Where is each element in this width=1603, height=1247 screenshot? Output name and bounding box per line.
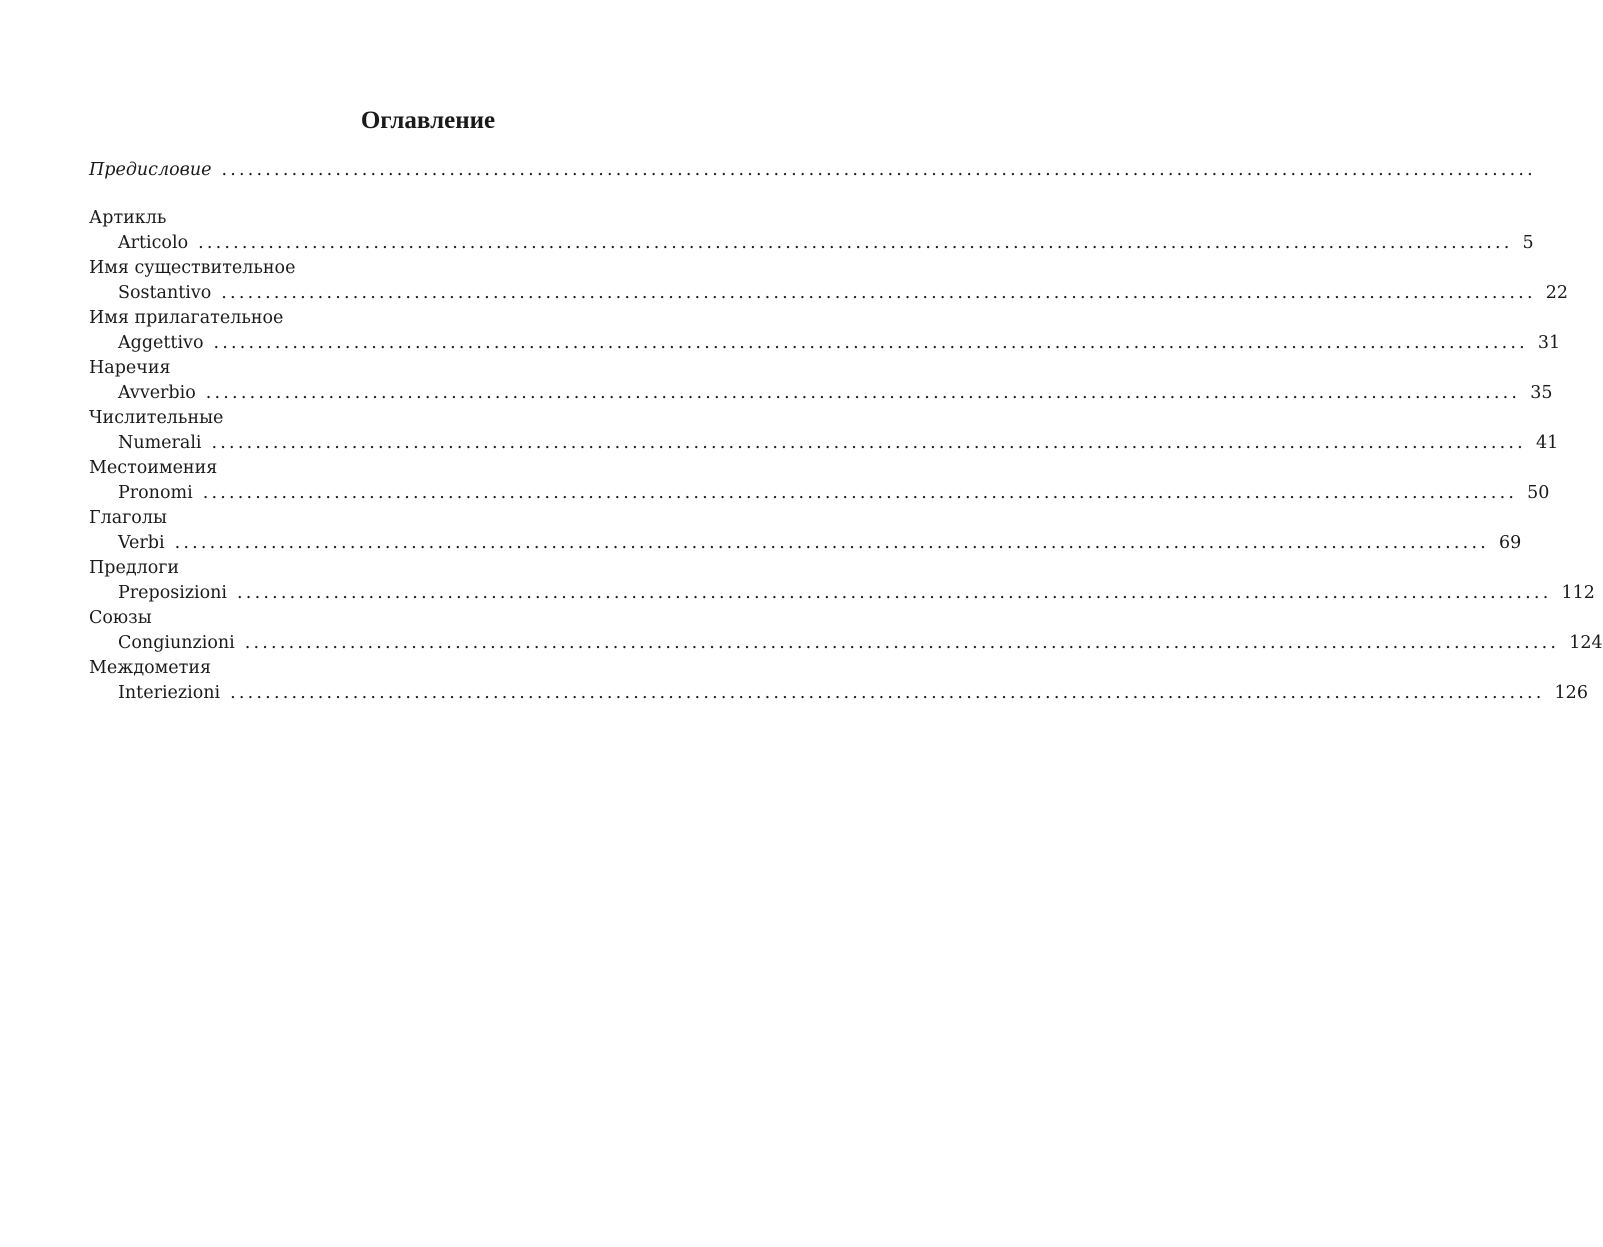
chapter-title-it: Interiezioni — [118, 683, 221, 703]
toc-entry — [89, 681, 1588, 706]
page-number: 126 — [1554, 683, 1588, 703]
page-number: 22 — [1545, 283, 1568, 303]
page-number: 112 — [1561, 583, 1595, 603]
toc-entry-preface — [89, 155, 1536, 185]
leader-dots: ...................................................................................................................................................... — [237, 583, 1552, 603]
page-number: 5 — [1522, 233, 1534, 253]
chapter-title-it: Pronomi — [118, 483, 193, 503]
toc-chapter — [89, 306, 1561, 356]
chapter-title-ru: Местоимения — [89, 458, 218, 478]
toc-chapter — [89, 356, 1553, 406]
chapter-title-ru: Глаголы — [89, 508, 167, 528]
toc-entry — [89, 631, 1603, 656]
leader-dots: ...................................................................................................................................................... — [221, 283, 1536, 303]
chapter-title-it: Sostantivo — [118, 283, 212, 303]
chapter-title-ru: Предлоги — [89, 558, 180, 578]
toc-chapter-list — [89, 206, 1603, 706]
chapter-title-it: Numerali — [118, 433, 202, 453]
toc-chapter — [89, 206, 1534, 256]
leader-dots: ...................................................................................................................................................... — [211, 433, 1526, 453]
leader-dots: ...................................................................................................................................................... — [230, 683, 1545, 703]
toc-entry — [89, 331, 1561, 356]
toc-entry — [89, 581, 1595, 606]
leader-dots: ...................................................................................................................................................... — [202, 483, 1518, 503]
leader-dots: ...................................................................................................................................................... — [244, 633, 1560, 653]
chapter-title-ru: Наречия — [89, 358, 171, 378]
chapter-title-ru: Артикль — [89, 208, 167, 228]
chapter-title-ru: Союзы — [89, 608, 152, 628]
leader-dots: ...................................................................................................................................................... — [213, 333, 1528, 353]
chapter-title-it: Avverbio — [118, 383, 196, 403]
chapter-title-it: Congiunzioni — [118, 633, 235, 653]
chapter-title-ru: Имя существительное — [89, 258, 296, 278]
toc-chapter — [89, 256, 1568, 306]
leader-dots: ...................................................................................................................................................... — [205, 383, 1521, 403]
toc-title: Оглавление — [360, 107, 496, 134]
chapter-title-ru: Междометия — [89, 658, 212, 678]
table-of-contents — [89, 155, 1603, 706]
page-number: 69 — [1498, 533, 1522, 553]
toc-chapter — [89, 656, 1588, 706]
toc-entry — [89, 431, 1559, 456]
chapter-title-it: Preposizioni — [118, 583, 228, 603]
toc-entry — [89, 231, 1534, 256]
toc-chapter — [89, 606, 1603, 656]
page-number: 124 — [1569, 633, 1603, 653]
page-number: 35 — [1530, 383, 1553, 403]
toc-chapter — [89, 556, 1595, 606]
preface-label: Предисловие — [89, 160, 212, 180]
toc-entry — [89, 531, 1522, 556]
page-number: 50 — [1527, 483, 1550, 503]
chapter-title-ru: Имя прилагательное — [89, 308, 284, 328]
chapter-title-it: Articolo — [118, 233, 189, 253]
toc-chapter — [89, 456, 1550, 506]
toc-entry — [89, 381, 1553, 406]
chapter-title-it: Aggettivo — [118, 333, 204, 353]
leader-dots: ...................................................................................................................................................... — [198, 233, 1513, 253]
toc-chapter — [89, 406, 1559, 456]
chapter-title-it: Verbi — [118, 533, 165, 553]
toc-chapter — [89, 506, 1522, 556]
page-number: 41 — [1535, 433, 1559, 453]
toc-entry — [89, 281, 1568, 306]
chapter-title-ru: Числительные — [89, 408, 224, 428]
toc-entry — [89, 481, 1550, 506]
leader-dots: ...................................................................................................................................................... — [221, 160, 1536, 180]
page-number: 31 — [1537, 333, 1561, 353]
leader-dots: ...................................................................................................................................................... — [174, 533, 1489, 553]
